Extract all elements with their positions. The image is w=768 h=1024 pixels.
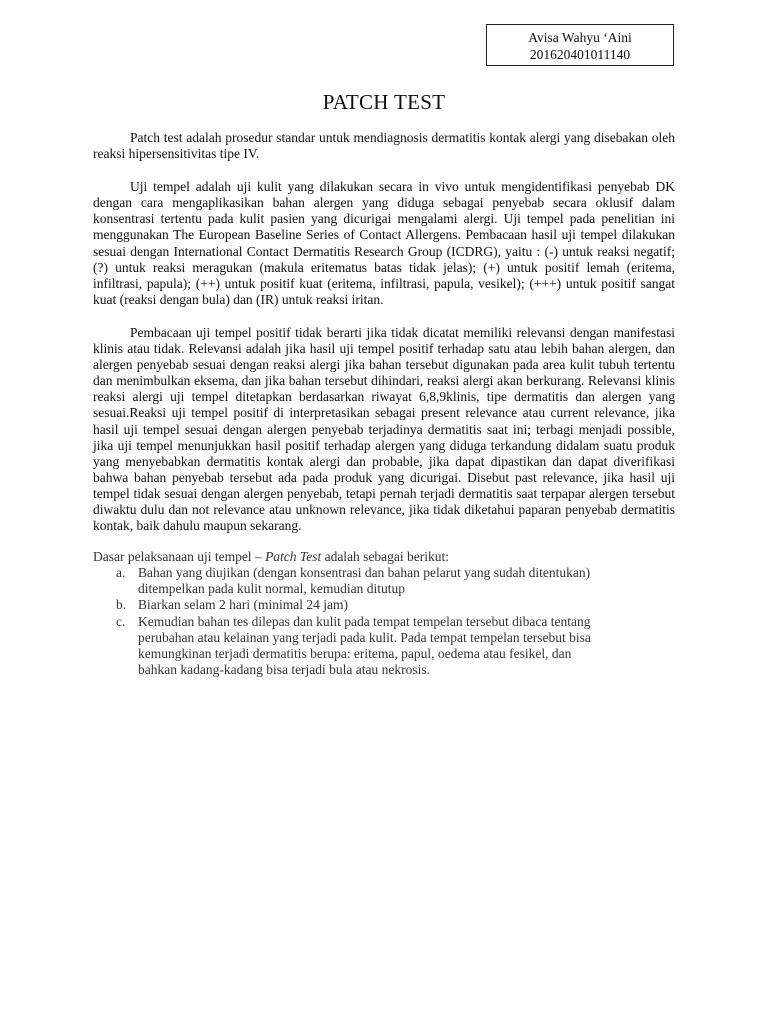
list-item-line: kemungkinan terjadi dermatitis berupa: eritema, papul, oedema atau fesikel, dan xyxy=(138,645,572,661)
author-name: Avisa Wahyu ‘Aini xyxy=(528,30,632,45)
list-item-line: Bahan yang diujikan (dengan konsentrasi dan bahan pelarut yang sudah ditentukan) xyxy=(138,565,591,581)
procedure-list xyxy=(93,565,675,678)
list-item-line: perubahan atau kelainan yang terjadi pada kulit. Pada tempat tempelan tersebut bisa xyxy=(138,629,591,645)
list-item-line: bahkan kadang-kadang bisa terjadi bula atau nekrosis. xyxy=(138,661,431,677)
list-marker: b. xyxy=(116,597,127,613)
list-item xyxy=(93,614,675,678)
list-marker: a. xyxy=(116,565,126,581)
student-id: 201620401011140 xyxy=(529,47,631,62)
list-marker: c. xyxy=(116,613,126,629)
list-intro-emphasis: Patch Test xyxy=(265,549,322,565)
list-intro xyxy=(93,549,675,565)
list-item-line: Kemudian bahan tes dilepas dan kulit pada tempat tempelan tersebut dibaca tentang xyxy=(138,613,591,629)
list-intro-suffix: adalah sebagai berikut: xyxy=(321,549,450,565)
list-item-line: Biarkan selam 2 hari (minimal 24 jam) xyxy=(138,597,348,613)
document-body xyxy=(93,130,675,678)
paragraph-definition: Patch test adalah prosedur standar untuk mendiagnosis dermatitis kontak alergi yang disebakan oleh reaksi hipersensitivitas tipe IV. xyxy=(93,130,675,162)
procedure-list-section xyxy=(93,549,675,678)
list-intro-prefix: Dasar pelaksanaan uji tempel – xyxy=(93,549,266,565)
list-item xyxy=(93,597,675,613)
list-item xyxy=(93,565,675,597)
paragraph-procedure: Uji tempel adalah uji kulit yang dilakukan secara in vivo untuk mengidentifikasi penyebab DK dengan cara mengaplikasikan bahan alergen yang diduga sebagai penyebab secara oklusif dalam konsentrasi tertentu pada kulit pasien yang dicurigai mengalami alergi. Uji tempel pada penelitian ini menggunakan The European Baseline Series of Contact Allergens. Pembacaan hasil uji tempel dilakukan sesuai dengan International Contact Dermatitis Research Group (ICDRG), yaitu : (-) untuk reaksi negatif; (?) untuk reaksi meragukan (makula eritematus batas tidak jelas); (+) untuk positif lemah (eritema, infiltrasi, papula); (++) untuk positif kuat (eritema, infiltrasi, papula, vesikel); (+++) untuk positif sangat kuat (reaksi dengan bula) dan (IR) untuk reaksi iritan. xyxy=(93,179,675,307)
paragraph-relevance: Pembacaan uji tempel positif tidak berarti jika tidak dicatat memiliki relevansi dengan manifestasi klinis atau tidak. Relevansi adalah jika hasil uji tempel positif terhadap satu atau lebih bahan alergen, dan alergen penyebab sesuai dengan reaksi alergi jika bahan tersebut digunakan pada area kulit tubuh tertentu dan menimbulkan eksema, dan jika bahan tersebut dihindari, reaksi alergi akan berkurang. Relevansi klinis reaksi alergi uji tempel ditetapkan berdasarkan riwayat 6,8,9klinis, tipe dermatitis dan alergen yang sesuai.Reaksi uji tempel positif di interpretasikan sebagai present relevance atau current relevance, jika hasil uji tempel sesuai dengan alergen penyebab terjadinya dermatitis saat ini; terbagi menjadi possible, jika uji tempel menunjukkan hasil positif terhadap alergen yang diduga terkandung didalam suatu produk yang menyebabkan dermatitis kontak alergi dan probable, jika dapat dipastikan dan dapat diverifikasi bahwa bahan penyebab tersebut ada pada produk yang dicurigai. Disebut past relevance, jika hasil uji tempel tidak sesuai dengan alergen penyebab, tetapi pernah terjadi dermatitis saat terpapar alergen tersebut diwaktu dulu dan not relevance atau unknown relevance, jika tidak diketahui paparan penyebab dermatitis kontak, baik dahulu maupun sekarang. xyxy=(93,324,675,534)
document-title: PATCH TEST xyxy=(322,90,446,114)
list-item-line: ditempelkan pada kulit normal, kemudian ditutup xyxy=(138,581,405,597)
author-id-box xyxy=(486,24,674,66)
